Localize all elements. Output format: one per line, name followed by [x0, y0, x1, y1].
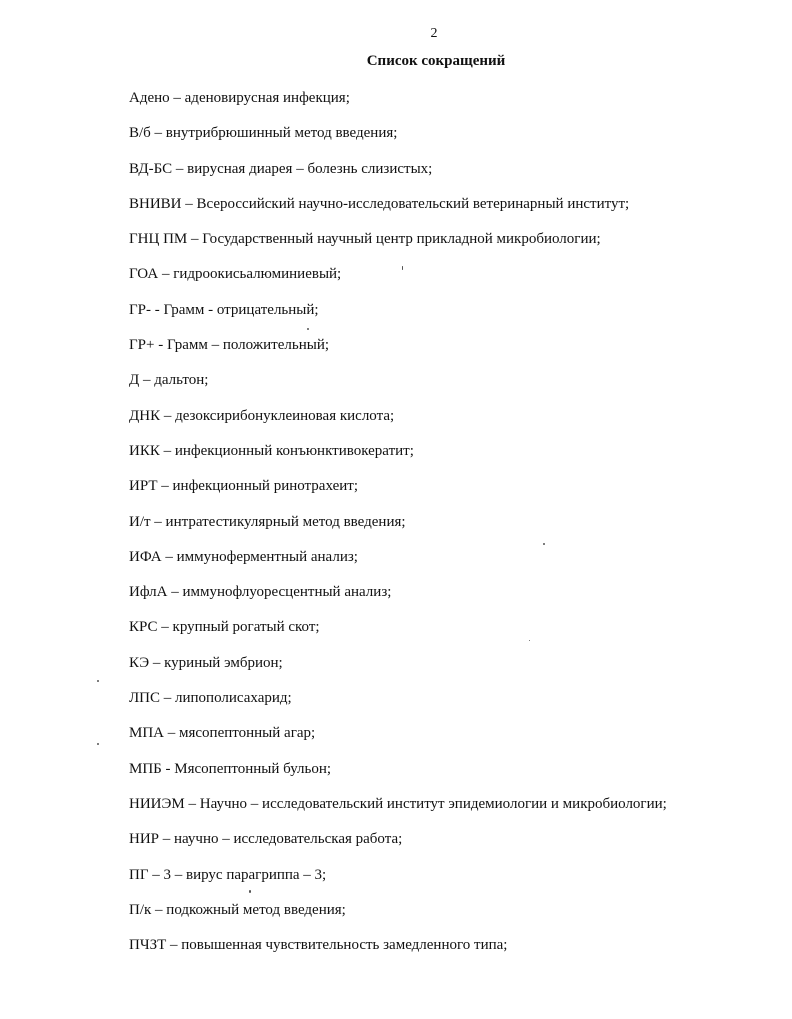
list-item: ГР- - Грамм - отрицательный; [129, 301, 319, 318]
list-item: ПЧЗТ – повышенная чувствительность замедленного типа; [129, 937, 508, 954]
list-item: Д – дальтон; [129, 372, 209, 389]
list-item: ГОА – гидроокисьалюминиевый; [129, 266, 342, 283]
abbreviation-list [129, 88, 769, 970]
list-item: КЭ – куриный эмбрион; [129, 654, 283, 671]
list-item: МПБ - Мясопептонный бульон; [129, 760, 332, 777]
scan-speck [529, 640, 530, 641]
list-item: НИИЭМ – Научно – исследовательский институт эпидемиологии и микробиологии; [129, 795, 667, 812]
list-item: В/б – внутрибрюшинный метод введения; [129, 125, 398, 142]
list-item: КРС – крупный рогатый скот; [129, 619, 320, 636]
list-item: МПА – мясопептонный агар; [129, 725, 316, 742]
list-item: ИРТ – инфекционный ринотрахеит; [129, 478, 358, 495]
list-item: НИР – научно – исследовательская работа; [129, 831, 403, 848]
list-item: Адено – аденовирусная инфекция; [129, 90, 350, 106]
list-item: ВД-БС – вирусная диарея – болезнь слизистых; [129, 160, 433, 177]
page-number: 2 [430, 26, 438, 41]
list-item: ВНИВИ – Всероссийский научно-исследовательский ветеринарный институт; [129, 195, 630, 212]
list-item: ГР+ - Грамм – положительный; [129, 337, 330, 354]
list-item: ИФА – иммуноферментный анализ; [129, 548, 358, 565]
list-item: ИКК – инфекционный конъюнктивокератит; [129, 442, 414, 459]
scan-speck [97, 743, 99, 745]
list-item: П/к – подкожный метод введения; [129, 901, 346, 918]
scan-speck [543, 543, 545, 545]
list-item: ДНК – дезоксирибонуклеиновая кислота; [129, 407, 395, 424]
scan-speck [97, 680, 99, 682]
list-item: ИфлА – иммунофлуоресцентный анализ; [129, 584, 392, 601]
list-item: И/т – интратестикулярный метод введения; [129, 513, 406, 530]
scan-speck [402, 266, 403, 270]
scan-speck [249, 890, 251, 893]
list-item: ЛПС – липополисахарид; [129, 690, 292, 707]
scan-speck [307, 328, 309, 330]
list-item: ПГ – 3 – вирус парагриппа – 3; [129, 866, 327, 883]
page-title: Список сокращений [366, 53, 506, 69]
list-item: ГНЦ ПМ – Государственный научный центр прикладной микробиологии; [129, 231, 601, 248]
